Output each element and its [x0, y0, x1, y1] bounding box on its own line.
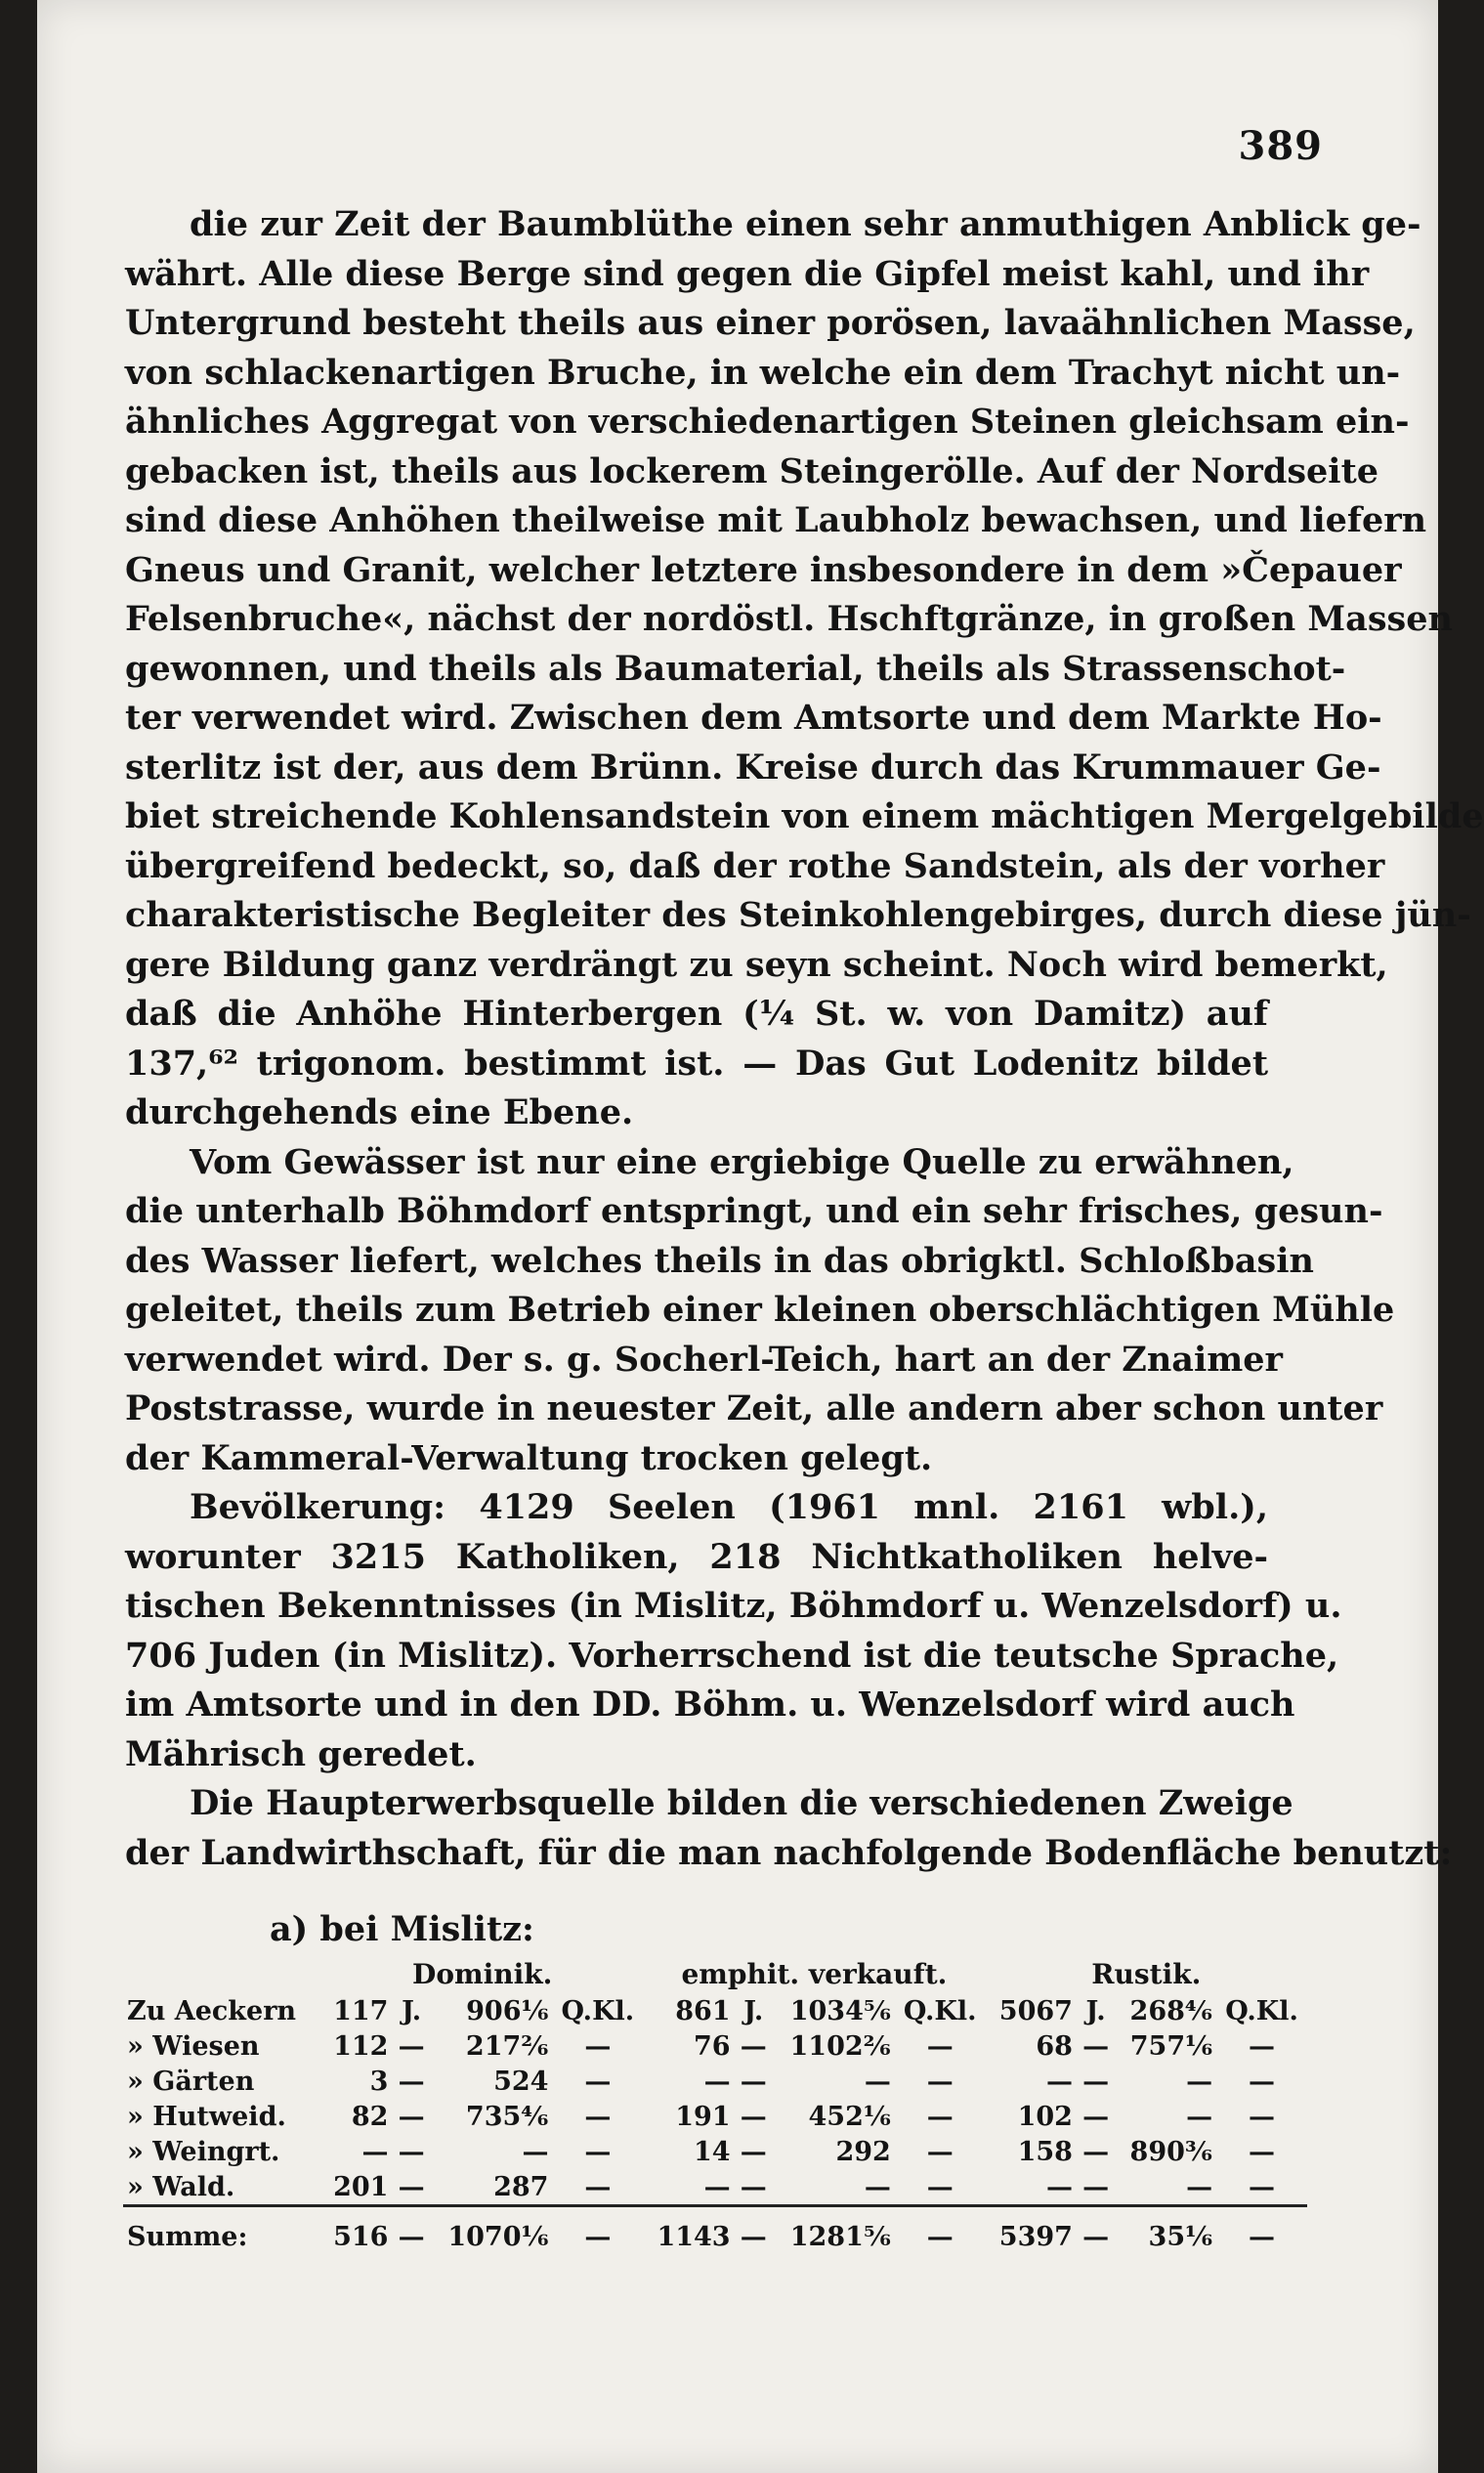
table-cell: 82 — [351, 2101, 389, 2132]
table-cell: J. — [743, 1995, 764, 2026]
text-line: gebacken ist, theils aus lockerem Steingerölle. Auf der Nordseite — [125, 450, 1379, 491]
table-row — [123, 1993, 1307, 2028]
table-cell: 1102²⁄₆ — [789, 2030, 891, 2062]
table-cell: 158 — [1017, 2136, 1073, 2167]
table-cell: — — [740, 2066, 767, 2097]
table-cell: 68 — [1036, 2030, 1073, 2062]
table-cell: 35⅙ — [1115, 2206, 1216, 2261]
table-cell: — — [1082, 2030, 1110, 2062]
table-cell: — — [1045, 2066, 1073, 2097]
table-cell: — — [926, 2136, 954, 2167]
table-row — [123, 2028, 1307, 2064]
group-header-emphyteutic: emphit. verkauft. — [681, 1957, 948, 1990]
table-cell: — — [552, 2206, 643, 2261]
table-cell: 268⁴⁄₆ — [1129, 1995, 1213, 2026]
text-line: Gneus und Granit, welcher letztere insbesondere in dem »Čepauer — [125, 549, 1402, 590]
table-cell: — — [392, 2206, 430, 2261]
row-label: » Wiesen — [127, 2030, 260, 2062]
text-line: währt. Alle diese Berge sind gegen die Gipfel meist kahl, und ihr — [125, 253, 1370, 294]
paragraph-terrain — [125, 200, 1484, 1138]
table-cell: J. — [402, 1995, 422, 2026]
table-cell: 3 — [369, 2066, 389, 2097]
paragraph-population — [125, 1483, 1342, 1779]
text-line: Bevölkerung: 4129 Seelen (1961 mnl. 2161 wbl.), — [190, 1487, 1268, 1527]
text-line: daß die Anhöhe Hinterbergen (¼ St. w. von Damitz) auf — [125, 994, 1268, 1034]
table-cell: 1034⅚ — [789, 1995, 891, 2026]
table-cell: 76 — [694, 2030, 731, 2062]
text-line: übergreifend bedeckt, so, daß der rothe Sandstein, als der vorher — [125, 845, 1385, 886]
table-cell: — — [895, 2206, 986, 2261]
table-cell: — — [1082, 2066, 1110, 2097]
table-cell: — — [1249, 2136, 1276, 2167]
book-page — [37, 0, 1484, 2473]
table-row — [123, 2134, 1307, 2169]
text-line: geleitet, theils zum Betrieb einer kleinen oberschlächtigen Mühle — [125, 1290, 1395, 1330]
row-label: » Weingrt. — [127, 2136, 280, 2167]
table-cell: — — [1249, 2101, 1276, 2132]
table-cell: 217²⁄₆ — [465, 2030, 549, 2062]
table-cell: — — [864, 2066, 891, 2097]
table-cell: — — [361, 2136, 389, 2167]
table-cell: 5397 — [986, 2206, 1077, 2261]
table-cell: — — [522, 2136, 549, 2167]
table-cell: 1281⅚ — [773, 2206, 895, 2261]
table-cell: Q.Kl. — [1225, 1995, 1298, 2026]
table-cell: — — [584, 2101, 612, 2132]
table-cell: Q.Kl. — [903, 1995, 977, 2026]
text-line: charakteristische Begleiter des Steinkohlengebirges, durch diese jün- — [125, 895, 1471, 935]
table-row — [123, 2064, 1307, 2099]
table-cell: — — [703, 2171, 731, 2202]
table-cell: — — [740, 2136, 767, 2167]
row-label: » Gärten — [127, 2066, 255, 2097]
table-cell: — — [740, 2101, 767, 2132]
text-line: Felsenbruche«, nächst der nordöstl. Hschftgränze, in großen Massen — [125, 599, 1453, 639]
row-label: » Hutweid. — [127, 2101, 286, 2132]
table-cell: 292 — [835, 2136, 891, 2167]
table-cell: — — [926, 2066, 954, 2097]
group-header-dominical: Dominik. — [412, 1957, 553, 1990]
text-line: von schlackenartigen Bruche, in welche ein dem Trachyt nicht un- — [125, 352, 1401, 393]
text-line: des Wasser liefert, welches theils in das obrigktl. Schloßbasin — [125, 1240, 1314, 1281]
table-cell: — — [926, 2171, 954, 2202]
table-cell: — — [584, 2030, 612, 2062]
table-cell: Q.Kl. — [561, 1995, 635, 2026]
text-line: sind diese Anhöhen theilweise mit Laubholz bewachsen, und liefern — [125, 500, 1427, 540]
table-cell: 287 — [493, 2171, 549, 2202]
table-cell: 524 — [493, 2066, 549, 2097]
table-cell: — — [398, 2066, 425, 2097]
table-cell: — — [926, 2101, 954, 2132]
text-line: biet streichende Kohlensandstein von einem mächtigen Mergelgebilde — [125, 796, 1484, 836]
text-line: Vom Gewässer ist nur eine ergiebige Quelle zu erwähnen, — [190, 1141, 1294, 1182]
table-cell: — — [398, 2101, 425, 2132]
table-cell: — — [1249, 2030, 1276, 2062]
table-cell: — — [1082, 2101, 1110, 2132]
page-number: 389 — [1238, 123, 1323, 169]
table-cell: — — [1216, 2206, 1307, 2261]
text-line: die zur Zeit der Baumblüthe einen sehr anmuthigen Anblick ge- — [190, 204, 1421, 244]
table-cell: — — [1186, 2101, 1213, 2132]
table-cell: 452⅙ — [808, 2101, 891, 2132]
table-cell: 890³⁄₆ — [1129, 2136, 1213, 2167]
table-cell: — — [740, 2030, 767, 2062]
text-line: Mährisch geredet. — [125, 1733, 477, 1774]
table-cell: — — [584, 2066, 612, 2097]
text-line: gere Bildung ganz verdrängt zu seyn scheint. Noch wird bemerkt, — [125, 944, 1388, 985]
text-line: der Kammeral-Verwaltung trocken gelegt. — [125, 1437, 933, 1478]
text-line: der Landwirthschaft, für die man nachfolgende Bodenfläche benutzt: — [125, 1832, 1453, 1873]
table-cell: 102 — [1017, 2101, 1073, 2132]
table-row — [123, 2169, 1307, 2206]
table-cell: 906⅙ — [466, 1995, 549, 2026]
table-cell: — — [584, 2136, 612, 2167]
table-cell: 14 — [694, 2136, 731, 2167]
table-cell: — — [398, 2171, 425, 2202]
text-line: tischen Bekenntnisses (in Mislitz, Böhmdorf u. Wenzelsdorf) u. — [125, 1586, 1342, 1626]
table-cell: 117 — [333, 1995, 389, 2026]
table-cell: 757⅙ — [1129, 2030, 1213, 2062]
table-cell: 1143 — [643, 2206, 734, 2261]
table-cell: 861 — [675, 1995, 731, 2026]
text-line: im Amtsorte und in den DD. Böhm. u. Wenzelsdorf wird auch — [125, 1684, 1295, 1725]
table-cell: 5067 — [998, 1995, 1073, 2026]
text-line: Poststrasse, wurde in neuester Zeit, alle andern aber schon unter — [125, 1388, 1383, 1428]
row-label: Summe: — [123, 2206, 321, 2261]
text-line: 137,⁶² trigonom. bestimmt ist. — Das Gut Lodenitz bildet — [125, 1043, 1268, 1084]
text-line: Die Haupterwerbsquelle bilden die verschiedenen Zweige — [190, 1783, 1293, 1823]
table-cell: 191 — [675, 2101, 731, 2132]
table-cell: — — [864, 2171, 891, 2202]
text-line: ähnliches Aggregat von verschiedenartigen Steinen gleichsam ein- — [125, 402, 1410, 442]
text-line: worunter 3215 Katholiken, 218 Nichtkatholiken helve- — [125, 1536, 1268, 1577]
table-cell: — — [584, 2171, 612, 2202]
row-label: » Wald. — [127, 2171, 235, 2202]
text-line: 706 Juden (in Mislitz). Vorherrschend ist die teutsche Sprache, — [125, 1635, 1339, 1676]
paragraph-agriculture — [125, 1779, 1453, 1878]
text-line: durchgehends eine Ebene. — [125, 1092, 634, 1132]
table-cell: — — [1186, 2171, 1213, 2202]
table-cell: — — [1082, 2171, 1110, 2202]
table-cell: — — [1186, 2066, 1213, 2097]
group-header-rustical: Rustik. — [1091, 1957, 1202, 1990]
text-line: ter verwendet wird. Zwischen dem Amtsorte und dem Markte Ho- — [125, 698, 1382, 738]
table-cell: 112 — [333, 2030, 389, 2062]
table-cell: — — [398, 2030, 425, 2062]
table-row — [123, 2099, 1307, 2134]
table-cell: 735⁴⁄₆ — [465, 2101, 549, 2132]
table-cell: — — [1249, 2171, 1276, 2202]
table-cell: J. — [1085, 1995, 1106, 2026]
table-cell: 1070⅙ — [431, 2206, 553, 2261]
table-cell: — — [735, 2206, 773, 2261]
text-line: die unterhalb Böhmdorf entspringt, und ein sehr frisches, gesun- — [125, 1191, 1383, 1231]
text-line: verwendet wird. Der s. g. Socherl-Teich, hart an der Znaimer — [125, 1339, 1283, 1380]
body-text — [125, 200, 1484, 1878]
text-line: gewonnen, und theils als Baumaterial, theils als Strassenschot- — [125, 648, 1346, 689]
table-cell: — — [926, 2030, 954, 2062]
table-cell: 516 — [321, 2206, 392, 2261]
table-sum-row — [123, 2206, 1307, 2261]
table-cell: — — [740, 2171, 767, 2202]
table-group-header — [123, 1954, 1307, 1993]
table-cell: — — [1045, 2171, 1073, 2202]
table-cell: — — [1249, 2066, 1276, 2097]
table-cell: — — [703, 2066, 731, 2097]
text-line: Untergrund besteht theils aus einer porösen, lavaähnlichen Masse, — [125, 303, 1416, 343]
land-use-table — [123, 1954, 1307, 2260]
table-cell: — — [1082, 2136, 1110, 2167]
row-label: Zu Aeckern — [127, 1995, 297, 2026]
table-heading: a) bei Mislitz: — [270, 1909, 534, 1949]
text-line: sterlitz ist der, aus dem Brünn. Kreise durch das Krummauer Ge- — [125, 746, 1381, 788]
paragraph-waters — [125, 1138, 1395, 1484]
table-cell: 201 — [333, 2171, 389, 2202]
table-cell: — — [398, 2136, 425, 2167]
table-cell: — — [1077, 2206, 1115, 2261]
